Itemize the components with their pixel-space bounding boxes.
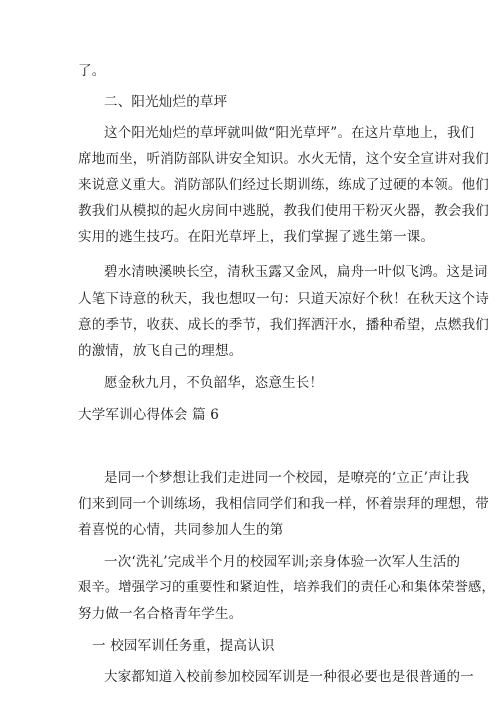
text-line: 们来到同一个训练场，我相信同学们和我一样，怀着崇拜的理想，带 [78, 496, 489, 512]
section-heading: 一 校园军训任务重，提高认识 [92, 638, 275, 654]
text-line: 人笔下诗意的秋天，我也想叹一句：只道天凉好个秋！在秋天这个诗 [78, 291, 489, 307]
text-line: 着喜悦的心情，共同参加人生的第 [78, 522, 284, 538]
text-line: 一次‘洗礼’完成半个月的校园军训;亲身体验一次军人生活的 [104, 554, 461, 570]
text-line: 这个阳光灿烂的草坪就叫做“阳光草坪”。在这片草地上，我们 [104, 125, 475, 141]
text-line: 意的季节，收获、成长的季节，我们挥洒汗水，播种希望，点燃我们 [78, 317, 489, 333]
section-title: 大学军训心得体会 篇 6 [78, 407, 220, 423]
text-line: 来说意义重大。消防部队们经过长期训练，练成了过硬的本领。他们 [78, 177, 489, 193]
text-line: 碧水清映溪映长空，清秋玉露又金风，扁舟一叶似飞鸿。这是词 [104, 264, 488, 280]
text-line: 是同一个梦想让我们走进同一个校园，是嘹亮的‘立正’声让我 [104, 470, 470, 486]
text-line: 艰辛。增强学习的重要性和紧迫性，培养我们的责任心和集体荣誉感， [78, 580, 495, 595]
text-line: 席地而坐，听消防部队讲安全知识。水火无情，这个安全宣讲对我们 [78, 151, 489, 167]
text-line: 实用的逃生技巧。在阳光草坪上，我们掌握了逃生第一课。 [78, 229, 435, 245]
text-line: 的激情，放飞自己的理想。 [78, 343, 243, 359]
text-line: 愿金秋九月，不负韶华，恣意生长！ [104, 375, 324, 391]
section-heading: 二、阳光灿烂的草坪 [104, 94, 228, 110]
text-line: 教我们从模拟的起火房间中逃脱，教我们使用干粉灭火器，教会我们 [78, 203, 489, 219]
text-line: 努力做一名合格青年学生。 [78, 606, 243, 622]
text-line: 了。 [78, 63, 106, 79]
text-line: 大家都知道入校前参加校园军训是一种很必要也是很普通的一 [104, 669, 474, 685]
